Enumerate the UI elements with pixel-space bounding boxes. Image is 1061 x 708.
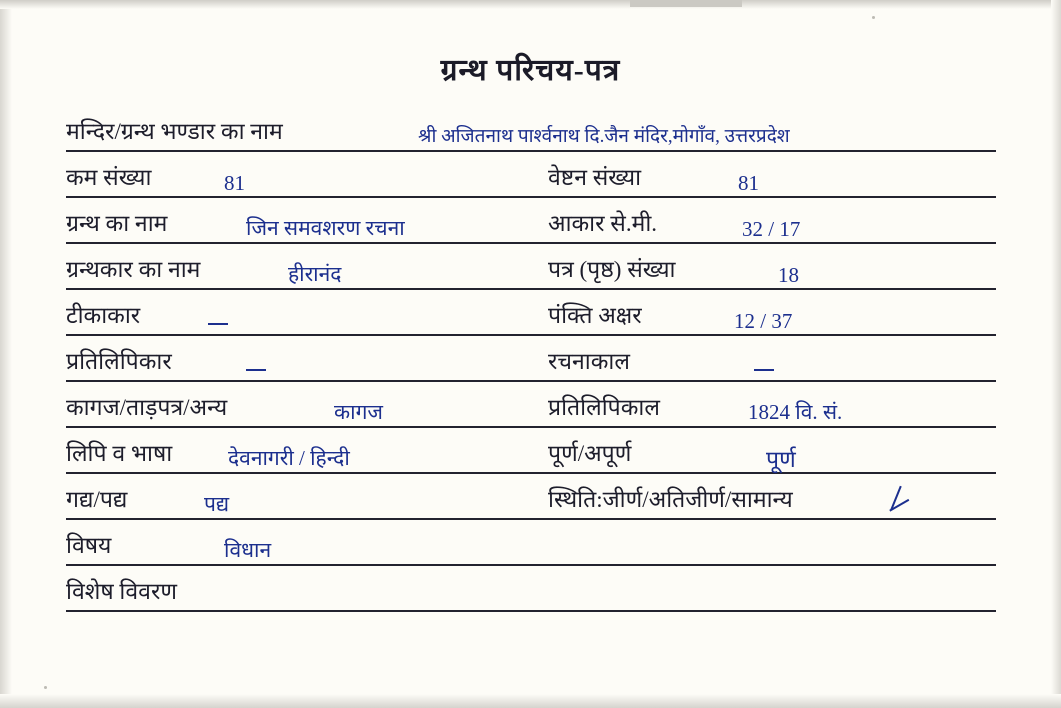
label-subject: विषय [66, 533, 112, 558]
page-title: ग्रन्थ परिचय-पत्र [440, 54, 621, 87]
row-serial-number [66, 152, 996, 198]
value-commentator-dash [208, 323, 228, 325]
label-folio-count: पत्र (पृष्ठ) संख्या [548, 257, 676, 282]
row-material [66, 382, 996, 428]
label-wrapper-number: वेष्टन संख्या [548, 165, 642, 190]
row-commentator [66, 290, 996, 336]
label-special-remarks: विशेष विवरण [66, 579, 177, 604]
value-subject: विधान [224, 538, 272, 562]
value-material: कागज [334, 400, 383, 424]
rule [66, 610, 996, 612]
label-size-cm: आकार से.मी. [548, 211, 658, 236]
label-material: कागज/ताड़पत्र/अन्य [66, 395, 228, 420]
row-subject [66, 520, 996, 566]
value-author-name: हीरानंद [288, 262, 342, 286]
value-script-language: देवनागरी / हिन्दी [228, 446, 350, 470]
label-author-name: ग्रन्थकार का नाम [66, 257, 201, 282]
value-size-cm: 32 / 17 [742, 217, 801, 241]
value-library-name: श्री अजितनाथ पार्श्वनाथ दि.जैन मंदिर,मोगाँव, उत्तरप्रदेश [418, 126, 790, 147]
label-condition: स्थिति:जीर्ण/अतिजीर्ण/सामान्य [548, 487, 793, 512]
row-scribe [66, 336, 996, 382]
condition-tick-mark [890, 486, 926, 521]
row-author-name [66, 244, 996, 290]
scan-notch [630, 0, 742, 7]
label-manuscript-name: ग्रन्थ का नाम [66, 211, 168, 236]
row-special-remarks [66, 566, 996, 612]
paper-speck [44, 686, 47, 689]
label-prose-verse: गद्य/पद्य [66, 487, 128, 512]
value-prose-verse: पद्य [204, 492, 230, 516]
label-library-name: मन्दिर/ग्रन्थ भण्डार का नाम [66, 119, 283, 144]
value-manuscript-name: जिन समवशरण रचना [246, 216, 405, 240]
label-copy-date: प्रतिलिपिकाल [548, 395, 660, 420]
row-prose-verse [66, 474, 996, 520]
label-commentator: टीकाकार [66, 303, 141, 328]
scan-edge-bottom [0, 694, 1061, 708]
value-composition-date-dash [754, 369, 774, 371]
label-composition-date: रचनाकाल [548, 349, 630, 374]
row-library-name [66, 100, 996, 152]
scan-edge-right [1051, 0, 1061, 708]
value-wrapper-number: 81 [738, 171, 759, 195]
label-scribe: प्रतिलिपिकार [66, 349, 172, 374]
value-folio-count: 18 [778, 263, 799, 287]
value-lines-letters: 12 / 37 [734, 309, 793, 333]
scan-edge-top [0, 0, 1061, 9]
paper-speck [872, 16, 875, 19]
value-complete-incomplete: पूर्ण [766, 447, 796, 472]
value-scribe-dash [246, 369, 266, 371]
label-complete-incomplete: पूर्ण/अपूर्ण [548, 441, 632, 466]
row-manuscript-name [66, 198, 996, 244]
label-lines-letters: पंक्ति अक्षर [548, 303, 642, 328]
label-script-language: लिपि व भाषा [66, 441, 173, 466]
value-serial-number: 81 [224, 171, 245, 195]
label-serial-number: कम संख्या [66, 165, 152, 190]
row-script-language [66, 428, 996, 474]
scan-edge-left [0, 0, 12, 708]
value-copy-date: 1824 वि. सं. [748, 400, 843, 424]
